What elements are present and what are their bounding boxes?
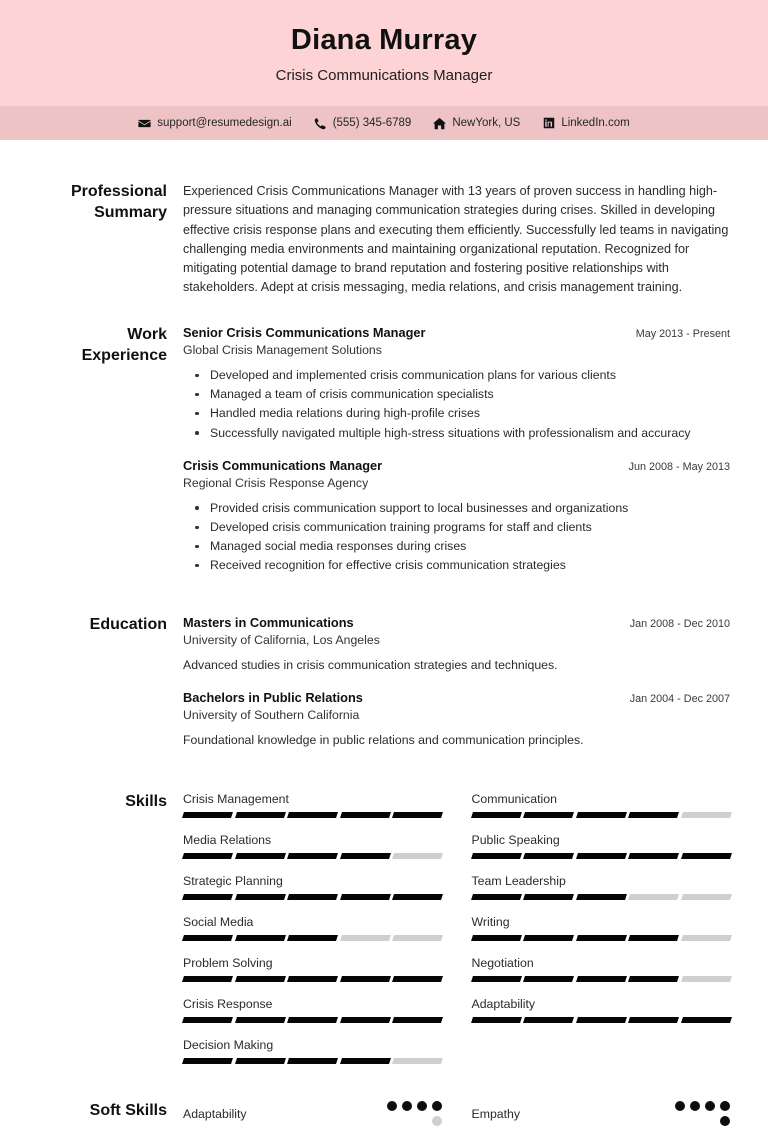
skill-name: Crisis Response: [183, 997, 273, 1012]
skill-level-bar: [472, 1017, 731, 1023]
skill-bar-segment: [523, 812, 573, 818]
skill-level-bar: [472, 894, 731, 900]
skill-bar-segment: [182, 853, 232, 859]
skills-column-right: [472, 792, 731, 1079]
skill-name: Strategic Planning: [183, 874, 283, 889]
skill-bar-segment: [182, 1058, 232, 1064]
skills-grid: [183, 792, 730, 1079]
skill-bar-segment: [628, 1017, 678, 1023]
rating-dot: [387, 1101, 397, 1111]
home-icon: [433, 117, 446, 130]
skill-level-bar: [472, 812, 731, 818]
skill-bar-segment: [471, 1017, 521, 1023]
skill-bar-segment: [340, 935, 390, 941]
skill-item: [183, 792, 442, 818]
work-entry-head: [183, 458, 730, 473]
skill-bar-segment: [287, 1017, 337, 1023]
phone-icon: [314, 117, 327, 130]
skill-item: [472, 915, 731, 941]
skill-item: [472, 833, 731, 859]
list-item: Handled media relations during high-profile crises: [183, 404, 730, 422]
skill-bar-segment: [235, 976, 285, 982]
skill-name: Social Media: [183, 915, 254, 930]
rating-dot: [675, 1101, 685, 1111]
skill-level-bar: [183, 812, 442, 818]
skill-bar-segment: [681, 812, 731, 818]
skill-bar-segment: [182, 894, 232, 900]
skill-item: [183, 997, 442, 1023]
skill-bar-segment: [628, 935, 678, 941]
skill-bar-segment: [628, 853, 678, 859]
skill-bar-segment: [523, 894, 573, 900]
skill-bar-segment: [392, 894, 442, 900]
skill-item: [472, 792, 731, 818]
list-item: Managed a team of crisis communication specialists: [183, 385, 730, 403]
education-entry-desc: Advanced studies in crisis communication strategies and techniques.: [183, 657, 558, 672]
skill-bar-segment: [340, 1058, 390, 1064]
skill-bar-segment: [576, 976, 626, 982]
skill-bar-segment: [182, 1017, 232, 1023]
section-label-summary: Professional Summary: [70, 183, 167, 221]
list-item: Managed social media responses during crises: [183, 537, 730, 555]
skill-level-bar: [472, 976, 731, 982]
candidate-name: Diana Murray: [290, 24, 478, 56]
skill-item: [472, 956, 731, 982]
soft-skill-name: Empathy: [471, 1106, 521, 1121]
skill-bar-segment: [287, 812, 337, 818]
resume-header: [0, 0, 768, 106]
skill-item: [183, 1038, 442, 1064]
skill-level-bar: [183, 853, 442, 859]
education-entry-org: University of California, Los Angeles: [183, 632, 380, 647]
rating-dot: [705, 1101, 715, 1111]
skill-bar-segment: [287, 853, 337, 859]
rating-dot: [432, 1101, 442, 1111]
education-entry-date: Jan 2008 - Dec 2010: [629, 617, 730, 630]
skill-bar-segment: [523, 976, 573, 982]
education-entry-date: Jan 2004 - Dec 2007: [629, 693, 730, 706]
section-skills: [38, 792, 730, 1079]
skill-bar-segment: [628, 976, 678, 982]
rating-dot: [402, 1101, 412, 1111]
skill-bar-segment: [392, 976, 442, 982]
work-entry: [183, 458, 730, 575]
soft-skill-name: Adaptability: [183, 1106, 247, 1121]
education-entry-head: [183, 690, 730, 705]
skill-bar-segment: [392, 853, 442, 859]
rating-dot: [720, 1116, 730, 1126]
skill-name: Communication: [471, 792, 557, 807]
section-professional-summary: [38, 182, 730, 297]
skill-bar-segment: [471, 976, 521, 982]
soft-skill-rating: [384, 1101, 442, 1126]
work-entry-head: [183, 325, 730, 340]
skill-name: Team Leadership: [471, 874, 566, 889]
skill-bar-segment: [681, 935, 731, 941]
list-item: Successfully navigated multiple high-stress situations with professionalism and accuracy: [183, 424, 730, 442]
skills-column-left: [183, 792, 442, 1079]
resume-body: [0, 182, 768, 1139]
rating-dot: [417, 1101, 427, 1111]
work-entry-org: Global Crisis Management Solutions: [183, 343, 382, 358]
list-item: Provided crisis communication support to local businesses and organizations: [183, 499, 730, 517]
contact-location-label: NewYork, US: [452, 117, 521, 130]
education-entry-title: Masters in Communications: [183, 614, 354, 630]
skill-bar-segment: [576, 894, 626, 900]
skill-bar-segment: [340, 1017, 390, 1023]
skill-bar-segment: [471, 853, 521, 859]
skill-bar-segment: [576, 935, 626, 941]
skill-bar-segment: [681, 976, 731, 982]
skill-name: Decision Making: [183, 1038, 274, 1053]
skill-item: [472, 997, 731, 1023]
skill-bar-segment: [576, 812, 626, 818]
skill-name: Media Relations: [183, 833, 272, 848]
work-entry-bullets: [183, 366, 730, 442]
education-entry-head: [183, 615, 730, 630]
skill-bar-segment: [392, 812, 442, 818]
skill-bar-segment: [182, 812, 232, 818]
section-label-soft-skills: Soft Skills: [89, 1102, 167, 1120]
contact-item-email[interactable]: [138, 117, 291, 130]
education-entry-desc: Foundational knowledge in public relations and communication principles.: [183, 733, 584, 748]
work-entry: [183, 325, 730, 442]
contact-phone-label: (555) 345-6789: [332, 117, 412, 130]
section-education: [38, 615, 730, 755]
linkedin-icon: [542, 117, 555, 130]
list-item: Developed and implemented crisis communication plans for various clients: [183, 366, 730, 384]
skill-bar-segment: [628, 812, 678, 818]
education-entry-title: Bachelors in Public Relations: [183, 690, 363, 706]
skill-name: Public Speaking: [471, 833, 560, 848]
section-work-experience: [38, 325, 730, 579]
skill-bar-segment: [287, 976, 337, 982]
skill-bar-segment: [523, 935, 573, 941]
skill-bar-segment: [523, 853, 573, 859]
candidate-job-title: Crisis Communications Manager: [275, 67, 493, 85]
education-entry: [183, 690, 730, 750]
skill-bar-segment: [287, 935, 337, 941]
contact-linkedin-label: LinkedIn.com: [561, 117, 630, 130]
soft-skills-column-left: [183, 1101, 442, 1139]
soft-skills-column-right: [472, 1101, 731, 1139]
skill-bar-segment: [681, 894, 731, 900]
skill-bar-segment: [523, 1017, 573, 1023]
skill-level-bar: [472, 935, 731, 941]
skill-bar-segment: [287, 894, 337, 900]
skill-bar-segment: [576, 853, 626, 859]
skill-bar-segment: [235, 894, 285, 900]
soft-skill-item: [183, 1101, 442, 1126]
work-entry-org: Regional Crisis Response Agency: [183, 475, 369, 490]
skill-name: Crisis Management: [183, 792, 289, 807]
skill-level-bar: [183, 935, 442, 941]
education-entry: [183, 615, 730, 675]
skill-item: [183, 833, 442, 859]
skill-name: Problem Solving: [183, 956, 273, 971]
skill-bar-segment: [340, 976, 390, 982]
list-item: Developed crisis communication training programs for staff and clients: [183, 518, 730, 536]
skill-bar-segment: [576, 1017, 626, 1023]
skill-bar-segment: [340, 812, 390, 818]
soft-skill-rating: [672, 1101, 730, 1126]
skill-bar-segment: [340, 853, 390, 859]
skill-bar-segment: [392, 1017, 442, 1023]
section-label-education: Education: [89, 615, 167, 633]
skill-item: [472, 874, 731, 900]
work-entry-title: Senior Crisis Communications Manager: [183, 325, 426, 341]
skill-name: Negotiation: [471, 956, 534, 971]
list-item: Received recognition for effective crisis communication strategies: [183, 556, 730, 574]
skill-bar-segment: [392, 935, 442, 941]
contact-item-phone[interactable]: [314, 117, 412, 130]
skill-bar-segment: [235, 1058, 285, 1064]
skill-name: Adaptability: [471, 997, 536, 1012]
work-entry-date: Jun 2008 - May 2013: [628, 460, 730, 473]
soft-skill-item: [472, 1101, 731, 1126]
skill-item: [183, 874, 442, 900]
skill-item: [183, 956, 442, 982]
rating-dot: [720, 1101, 730, 1111]
skill-level-bar: [183, 1058, 442, 1064]
skill-bar-segment: [471, 812, 521, 818]
summary-text: Experienced Crisis Communications Manager with 13 years of proven success in handling high-pressure situations and managing communication strategies during crises. Skilled in developing effective crisis response plans and executing them efficiently. Successfully led teams in navigating challenging media environments and maintaining organizational reputation. Recognized for mitigating potential damage to brand reputation and fostering positive relationships with stakeholders. Adept at crisis messaging, media relations, and crisis management training.: [183, 184, 729, 294]
contact-bar: [0, 106, 768, 140]
section-label-work: Work Experience: [81, 326, 167, 364]
skill-bar-segment: [235, 853, 285, 859]
section-soft-skills: [38, 1101, 730, 1139]
contact-item-linkedin[interactable]: [542, 117, 629, 130]
skill-bar-segment: [392, 1058, 442, 1064]
skill-bar-segment: [182, 935, 232, 941]
skill-name: Writing: [471, 915, 510, 930]
skill-bar-segment: [471, 935, 521, 941]
skill-level-bar: [183, 894, 442, 900]
contact-email-label: support@resumedesign.ai: [157, 117, 292, 130]
skill-level-bar: [183, 976, 442, 982]
skill-level-bar: [183, 1017, 442, 1023]
envelope-icon: [138, 117, 151, 130]
rating-dot: [432, 1116, 442, 1126]
skill-bar-segment: [340, 894, 390, 900]
skill-level-bar: [472, 853, 731, 859]
rating-dot: [690, 1101, 700, 1111]
work-entry-bullets: [183, 499, 730, 575]
contact-item-location[interactable]: [433, 117, 520, 130]
skill-bar-segment: [182, 976, 232, 982]
skill-bar-segment: [681, 1017, 731, 1023]
skill-bar-segment: [235, 1017, 285, 1023]
skill-bar-segment: [287, 1058, 337, 1064]
skill-bar-segment: [681, 853, 731, 859]
soft-skills-grid: [183, 1101, 730, 1139]
skill-item: [183, 915, 442, 941]
skill-bar-segment: [235, 812, 285, 818]
skill-bar-segment: [471, 894, 521, 900]
work-entry-title: Crisis Communications Manager: [183, 457, 383, 473]
skill-bar-segment: [235, 935, 285, 941]
education-entry-org: University of Southern California: [183, 708, 360, 723]
work-entry-date: May 2013 - Present: [635, 328, 730, 341]
skill-bar-segment: [628, 894, 678, 900]
section-label-skills: Skills: [125, 793, 167, 811]
